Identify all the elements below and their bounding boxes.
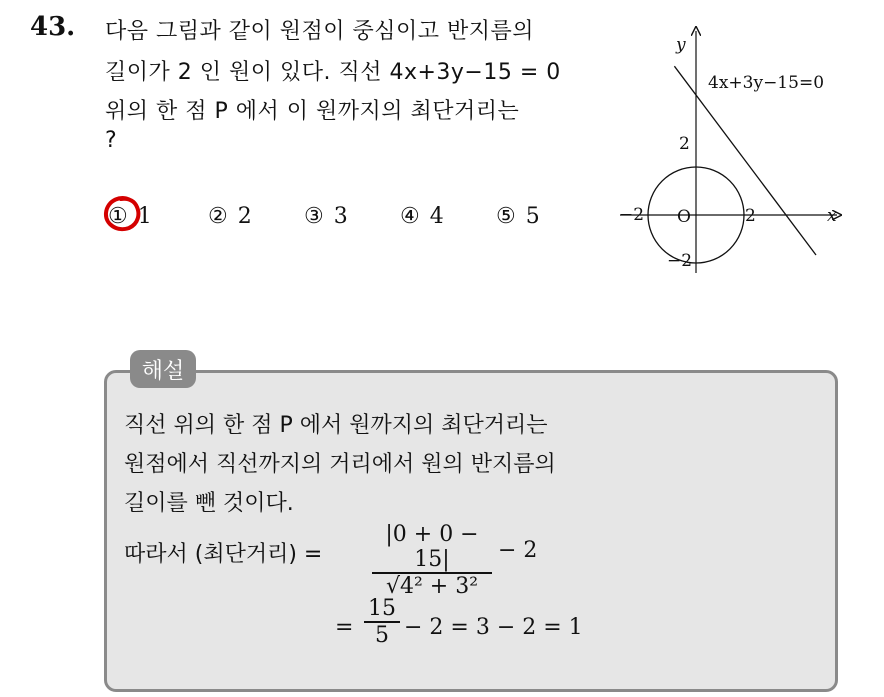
choice-3-value: 3 (333, 204, 348, 229)
value-fraction-numerator: 15 (368, 596, 396, 621)
minus-radius-text: − 2 (498, 538, 538, 563)
coordinate-graph (615, 25, 855, 275)
choice-2-mark: ② (208, 204, 228, 229)
choice-3-mark: ③ (304, 204, 324, 229)
choice-3[interactable] (304, 204, 348, 229)
final-calculation: − 2 = 3 − 2 = 1 (404, 615, 583, 640)
formula-prefix: 따라서 (최단거리) = (124, 542, 323, 567)
distance-fraction-numerator: |0 + 0 − 15| (385, 522, 479, 572)
solution-line-3: 길이를 뺀 것이다. (124, 491, 294, 516)
question-number: 43. (30, 12, 76, 42)
choice-1[interactable] (108, 204, 152, 229)
x-axis-label: x (827, 206, 837, 226)
question-line-3: 위의 한 점 P 에서 이 원까지의 최단거리는 (105, 99, 520, 124)
choice-5[interactable] (496, 204, 540, 229)
line-equation-label: 4x+3y−15=0 (708, 73, 825, 93)
distance-fraction (372, 522, 492, 599)
solution-line-1: 직선 위의 한 점 P 에서 원까지의 최단거리는 (124, 413, 548, 438)
choice-4[interactable] (400, 204, 444, 229)
equals-sign: = (335, 615, 354, 640)
choice-1-value: 1 (137, 204, 152, 229)
tick-label-neg-y: −2 (667, 251, 693, 271)
tick-label-pos-y: 2 (679, 134, 690, 154)
distance-fraction-denominator: √4² + 3² (372, 572, 492, 599)
question-line-4: ? (105, 128, 118, 153)
choice-2-value: 2 (237, 204, 252, 229)
value-fraction (364, 596, 400, 648)
solution-badge: 해설 (130, 350, 196, 388)
y-axis-label: y (676, 35, 686, 55)
choice-5-mark: ⑤ (496, 204, 516, 229)
origin-label: O (677, 207, 691, 227)
choice-2[interactable] (208, 204, 252, 229)
tick-label-neg-x: −2 (619, 205, 645, 225)
choice-1-mark: ① (108, 204, 128, 229)
choice-4-mark: ④ (400, 204, 420, 229)
value-fraction-denominator: 5 (364, 621, 400, 648)
tick-label-pos-x: 2 (745, 206, 756, 226)
choice-4-value: 4 (429, 204, 444, 229)
question-line-2: 길이가 2 인 원이 있다. 직선 4x+3y−15 = 0 (105, 60, 561, 85)
choice-5-value: 5 (525, 204, 540, 229)
question-line-1: 다음 그림과 같이 원점이 중심이고 반지름의 (105, 19, 535, 44)
solution-line-2: 원점에서 직선까지의 거리에서 원의 반지름의 (124, 452, 556, 477)
